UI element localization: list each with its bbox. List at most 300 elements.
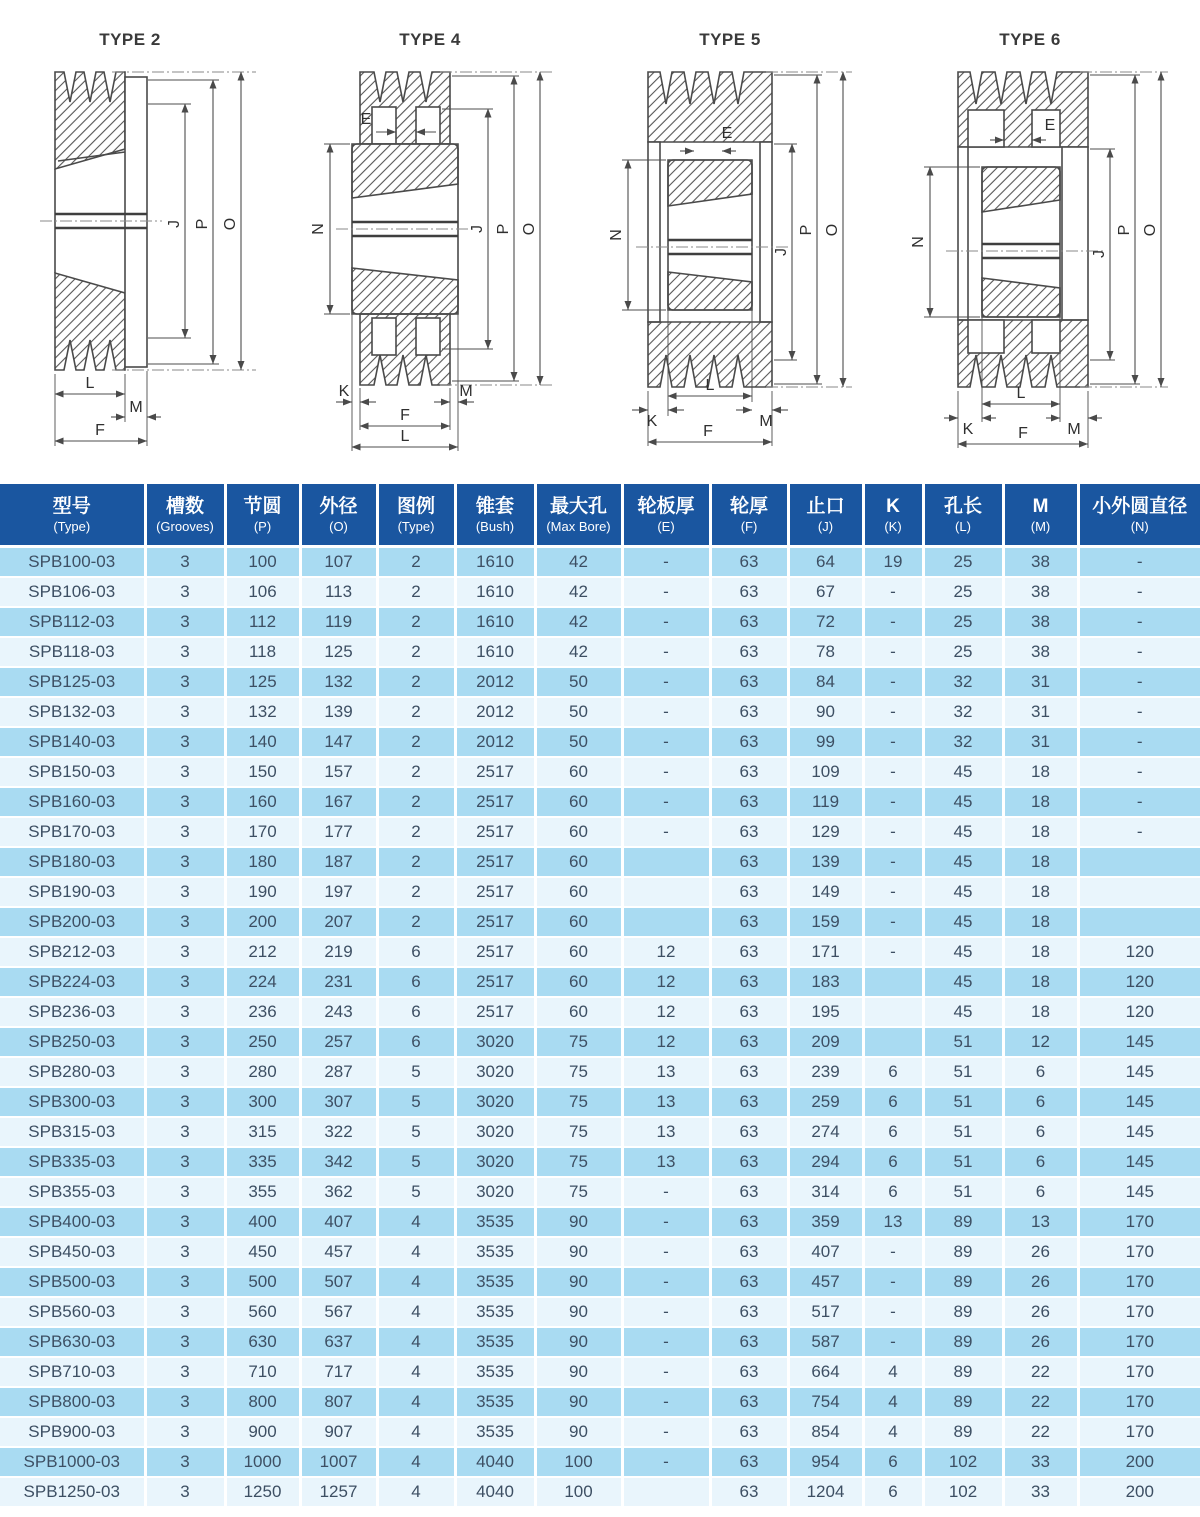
table-cell: 125 [225, 667, 300, 697]
table-cell: 2012 [455, 667, 535, 697]
table-cell: 3 [145, 967, 225, 997]
table-cell: 170 [1078, 1207, 1200, 1237]
model-cell: SPB170-03 [0, 817, 145, 847]
table-cell: 145 [1078, 1117, 1200, 1147]
table-cell: 120 [1078, 967, 1200, 997]
table-cell: 450 [225, 1237, 300, 1267]
table-cell: 6 [1003, 1057, 1078, 1087]
model-cell: SPB315-03 [0, 1117, 145, 1147]
table-cell: - [1078, 607, 1200, 637]
table-cell: - [863, 1327, 923, 1357]
dim-label-o: O [521, 222, 538, 236]
table-cell: 200 [1078, 1477, 1200, 1507]
model-cell: SPB180-03 [0, 847, 145, 877]
table-cell: 38 [1003, 637, 1078, 667]
table-cell: 3020 [455, 1177, 535, 1207]
table-cell: 407 [300, 1207, 377, 1237]
table-row [0, 1087, 1200, 1117]
table-cell: 1000 [225, 1447, 300, 1477]
dim-label-f: F [95, 422, 105, 439]
table-cell: 3 [145, 787, 225, 817]
table-cell: 4 [377, 1417, 455, 1447]
dim-label-n: N [310, 223, 327, 235]
table-cell: 63 [710, 727, 788, 757]
table-cell: - [622, 1177, 710, 1207]
table-cell: 25 [923, 607, 1003, 637]
table-row [0, 757, 1200, 787]
table-cell: 75 [535, 1057, 622, 1087]
table-cell: 2 [377, 577, 455, 607]
table-cell: 13 [622, 1057, 710, 1087]
table-row [0, 817, 1200, 847]
table-cell: 3 [145, 1087, 225, 1117]
table-cell: 6 [1003, 1177, 1078, 1207]
table-cell: 3 [145, 1207, 225, 1237]
table-cell: 63 [710, 877, 788, 907]
table-cell: 12 [622, 1027, 710, 1057]
table-cell: 33 [1003, 1447, 1078, 1477]
model-cell: SPB140-03 [0, 727, 145, 757]
table-cell: 362 [300, 1177, 377, 1207]
table-cell: 22 [1003, 1417, 1078, 1447]
table-cell: 170 [1078, 1267, 1200, 1297]
model-cell: SPB118-03 [0, 637, 145, 667]
table-cell: 60 [535, 967, 622, 997]
model-cell: SPB150-03 [0, 757, 145, 787]
diagram-type-4 [300, 0, 600, 460]
dim-label-f: F [400, 407, 410, 424]
model-cell: SPB335-03 [0, 1147, 145, 1177]
table-cell: 119 [300, 607, 377, 637]
table-cell: 3 [145, 1357, 225, 1387]
table-row [0, 1147, 1200, 1177]
table-cell: 12 [622, 997, 710, 1027]
table-cell: 3020 [455, 1087, 535, 1117]
table-cell: 13 [622, 1117, 710, 1147]
table-cell: 4 [377, 1297, 455, 1327]
table-cell: 51 [923, 1177, 1003, 1207]
table-cell: 3 [145, 907, 225, 937]
table-cell: 78 [788, 637, 863, 667]
column-header: 孔长 (L) [923, 484, 1003, 547]
diagram-title: TYPE 2 [99, 30, 161, 49]
table-row [0, 667, 1200, 697]
dim-label-j: J [469, 225, 486, 233]
table-cell: 63 [710, 1297, 788, 1327]
table-cell: 754 [788, 1387, 863, 1417]
table-cell: 60 [535, 757, 622, 787]
table-cell: 90 [535, 1297, 622, 1327]
table-cell: 3020 [455, 1147, 535, 1177]
table-cell: 51 [923, 1087, 1003, 1117]
table-cell: 26 [1003, 1327, 1078, 1357]
table-cell: 3 [145, 1447, 225, 1477]
table-cell: 457 [300, 1237, 377, 1267]
table-cell: 45 [923, 817, 1003, 847]
table-cell: 3 [145, 577, 225, 607]
table-cell: - [622, 547, 710, 578]
dim-label-n: N [608, 229, 625, 241]
table-cell: 2 [377, 607, 455, 637]
table-cell: 274 [788, 1117, 863, 1147]
table-cell: 1610 [455, 637, 535, 667]
table-cell: 63 [710, 937, 788, 967]
table-cell: 407 [788, 1237, 863, 1267]
table-cell: - [863, 757, 923, 787]
table-cell: - [863, 607, 923, 637]
table-row [0, 1237, 1200, 1267]
column-header: 小外圆直径 (N) [1078, 484, 1200, 547]
pulley-cross-section [648, 72, 772, 387]
table-cell: - [863, 877, 923, 907]
table-cell: 42 [535, 607, 622, 637]
table-cell: 60 [535, 817, 622, 847]
table-cell: 63 [710, 1117, 788, 1147]
dim-label-l: L [85, 375, 95, 392]
table-cell: - [863, 847, 923, 877]
table-cell: 177 [300, 817, 377, 847]
table-row [0, 967, 1200, 997]
model-cell: SPB280-03 [0, 1057, 145, 1087]
table-cell: - [1078, 727, 1200, 757]
table-cell [1078, 907, 1200, 937]
table-cell: 157 [300, 757, 377, 787]
table-cell [622, 877, 710, 907]
table-cell: 38 [1003, 577, 1078, 607]
table-cell: 89 [923, 1237, 1003, 1267]
table-cell: 3 [145, 547, 225, 578]
table-row [0, 577, 1200, 607]
table-cell: 2517 [455, 847, 535, 877]
table-cell: 3 [145, 937, 225, 967]
table-cell: - [1078, 667, 1200, 697]
table-cell: 32 [923, 727, 1003, 757]
table-cell: 2517 [455, 937, 535, 967]
table-cell: 145 [1078, 1027, 1200, 1057]
column-header: M (M) [1003, 484, 1078, 547]
dim-label-m: M [129, 399, 143, 416]
table-cell: 3 [145, 1117, 225, 1147]
model-cell: SPB400-03 [0, 1207, 145, 1237]
table-cell: 3 [145, 637, 225, 667]
table-cell: 257 [300, 1027, 377, 1057]
table-row [0, 1117, 1200, 1147]
table-cell: 4 [863, 1417, 923, 1447]
table-cell: 187 [300, 847, 377, 877]
dim-label-m: M [759, 413, 773, 430]
table-cell: 3 [145, 1477, 225, 1507]
table-cell: 145 [1078, 1057, 1200, 1087]
table-row [0, 727, 1200, 757]
table-cell: 4 [377, 1477, 455, 1507]
table-cell: 60 [535, 787, 622, 817]
table-cell: 2 [377, 787, 455, 817]
table-cell: 3 [145, 667, 225, 697]
table-cell: 63 [710, 577, 788, 607]
table-cell: 3535 [455, 1267, 535, 1297]
table-cell: 1250 [225, 1477, 300, 1507]
table-cell: 63 [710, 1207, 788, 1237]
table-cell: 3535 [455, 1237, 535, 1267]
table-cell: 954 [788, 1447, 863, 1477]
model-cell: SPB450-03 [0, 1237, 145, 1267]
table-cell: 1204 [788, 1477, 863, 1507]
table-cell: 50 [535, 727, 622, 757]
table-cell: 4 [377, 1207, 455, 1237]
table-cell: 2012 [455, 697, 535, 727]
table-cell: 63 [710, 637, 788, 667]
pulley-cross-section [958, 72, 1088, 387]
table-cell: 400 [225, 1207, 300, 1237]
table-cell: 60 [535, 997, 622, 1027]
table-row [0, 1027, 1200, 1057]
table-cell: 6 [1003, 1147, 1078, 1177]
table-cell: 507 [300, 1267, 377, 1297]
table-cell: 63 [710, 787, 788, 817]
table-cell: 51 [923, 1117, 1003, 1147]
table-cell: 717 [300, 1357, 377, 1387]
table-cell: 90 [535, 1237, 622, 1267]
table-row [0, 1357, 1200, 1387]
table-cell: 807 [300, 1387, 377, 1417]
table-cell: 3 [145, 877, 225, 907]
table-cell: 63 [710, 1357, 788, 1387]
table-cell: 4 [377, 1447, 455, 1477]
table-cell: - [863, 1237, 923, 1267]
table-cell: 132 [300, 667, 377, 697]
table-cell: 22 [1003, 1387, 1078, 1417]
table-cell: 5 [377, 1117, 455, 1147]
dim-label-m: M [459, 383, 473, 400]
table-cell: 322 [300, 1117, 377, 1147]
table-cell: - [622, 1447, 710, 1477]
table-cell: 900 [225, 1417, 300, 1447]
table-cell: 355 [225, 1177, 300, 1207]
table-cell: 89 [923, 1297, 1003, 1327]
table-cell: 287 [300, 1057, 377, 1087]
table-cell: 90 [535, 1207, 622, 1237]
table-cell: 129 [788, 817, 863, 847]
table-row [0, 787, 1200, 817]
table-cell: - [622, 607, 710, 637]
table-cell: 3535 [455, 1357, 535, 1387]
table-cell: 45 [923, 757, 1003, 787]
table-cell: 212 [225, 937, 300, 967]
table-cell: - [622, 817, 710, 847]
table-cell: 18 [1003, 937, 1078, 967]
table-cell: 50 [535, 697, 622, 727]
table-cell: 1257 [300, 1477, 377, 1507]
table-cell: 307 [300, 1087, 377, 1117]
table-cell: 75 [535, 1027, 622, 1057]
table-cell: 63 [710, 1237, 788, 1267]
dim-label-e: E [721, 125, 733, 142]
table-cell: 170 [1078, 1417, 1200, 1447]
table-cell: 3535 [455, 1387, 535, 1417]
table-cell: 236 [225, 997, 300, 1027]
table-cell: 3020 [455, 1117, 535, 1147]
table-cell: 4040 [455, 1477, 535, 1507]
table-cell: - [622, 697, 710, 727]
table-cell: 3 [145, 1147, 225, 1177]
table-cell: 125 [300, 637, 377, 667]
table-cell: 160 [225, 787, 300, 817]
table-row [0, 1327, 1200, 1357]
table-cell: 2 [377, 637, 455, 667]
table-cell: 102 [923, 1447, 1003, 1477]
pulley-drawing-type-2 [0, 52, 300, 452]
diagram-title: TYPE 4 [399, 30, 461, 49]
column-header: 槽数 (Grooves) [145, 484, 225, 547]
table-cell: 32 [923, 667, 1003, 697]
dim-label-k: K [962, 421, 974, 438]
table-cell: 2517 [455, 907, 535, 937]
table-cell: 113 [300, 577, 377, 607]
table-cell [1078, 877, 1200, 907]
table-cell: - [622, 1297, 710, 1327]
table-cell: 3 [145, 1027, 225, 1057]
table-cell: 45 [923, 937, 1003, 967]
table-cell: - [622, 1357, 710, 1387]
table-cell: 51 [923, 1147, 1003, 1177]
table-cell: 171 [788, 937, 863, 967]
table-row [0, 1177, 1200, 1207]
table-cell [863, 967, 923, 997]
table-cell: 5 [377, 1087, 455, 1117]
table-cell: 4 [377, 1387, 455, 1417]
model-cell: SPB560-03 [0, 1297, 145, 1327]
header-row [0, 484, 1200, 547]
table-cell: 19 [863, 547, 923, 578]
table-cell: 145 [1078, 1177, 1200, 1207]
table-cell: 22 [1003, 1357, 1078, 1387]
table-cell: 18 [1003, 967, 1078, 997]
table-cell: 102 [923, 1477, 1003, 1507]
table-cell: 195 [788, 997, 863, 1027]
table-row [0, 937, 1200, 967]
table-cell: 60 [535, 847, 622, 877]
column-header: 最大孔 (Max Bore) [535, 484, 622, 547]
table-row [0, 847, 1200, 877]
table-cell: 294 [788, 1147, 863, 1177]
column-header: 节圆 (P) [225, 484, 300, 547]
table-cell [622, 1477, 710, 1507]
table-cell: 64 [788, 547, 863, 578]
table-cell: 107 [300, 547, 377, 578]
table-cell: 314 [788, 1177, 863, 1207]
table-cell: 63 [710, 757, 788, 787]
table-cell: 63 [710, 1417, 788, 1447]
table-cell: - [622, 1267, 710, 1297]
table-cell: 183 [788, 967, 863, 997]
table-row [0, 637, 1200, 667]
table-cell: 5 [377, 1147, 455, 1177]
table-cell: 3 [145, 1387, 225, 1417]
model-cell: SPB100-03 [0, 547, 145, 578]
table-cell: 119 [788, 787, 863, 817]
table-cell: 3535 [455, 1327, 535, 1357]
table-cell: 231 [300, 967, 377, 997]
table-cell: 99 [788, 727, 863, 757]
table-cell: 3 [145, 1237, 225, 1267]
table-cell: 170 [1078, 1327, 1200, 1357]
table-row [0, 997, 1200, 1027]
table-cell: 12 [622, 967, 710, 997]
table-cell: 2 [377, 847, 455, 877]
table-cell: - [622, 577, 710, 607]
table-cell: 342 [300, 1147, 377, 1177]
table-cell: 60 [535, 877, 622, 907]
table-cell: 6 [863, 1477, 923, 1507]
table-cell: 2 [377, 697, 455, 727]
dim-label-e: E [1044, 117, 1056, 134]
table-cell: 63 [710, 1027, 788, 1057]
table-cell: 149 [788, 877, 863, 907]
table-row [0, 1387, 1200, 1417]
table-cell: 335 [225, 1147, 300, 1177]
table-cell: 170 [1078, 1237, 1200, 1267]
table-cell: 170 [1078, 1357, 1200, 1387]
table-cell: 147 [300, 727, 377, 757]
table-cell: 18 [1003, 787, 1078, 817]
table-cell: 63 [710, 1267, 788, 1297]
table-cell: 3 [145, 847, 225, 877]
dim-label-j: J [166, 220, 183, 228]
table-cell: 159 [788, 907, 863, 937]
table-cell: 63 [710, 607, 788, 637]
table-cell: 6 [1003, 1087, 1078, 1117]
table-cell: 25 [923, 547, 1003, 578]
dim-label-m: M [1067, 421, 1081, 438]
dim-label-o: O [1142, 223, 1159, 237]
table-cell: 4 [377, 1237, 455, 1267]
table-row [0, 1297, 1200, 1327]
table-cell: 63 [710, 817, 788, 847]
table-cell: 2517 [455, 817, 535, 847]
table-cell: 250 [225, 1027, 300, 1057]
table-cell: 3 [145, 1177, 225, 1207]
table-cell: 854 [788, 1417, 863, 1447]
dim-label-o: O [222, 217, 239, 231]
table-cell: 45 [923, 967, 1003, 997]
table-cell: 63 [710, 1477, 788, 1507]
table-cell: 207 [300, 907, 377, 937]
table-row [0, 1477, 1200, 1507]
table-cell: 100 [225, 547, 300, 578]
dim-label-p: P [194, 218, 211, 230]
table-cell: 2517 [455, 787, 535, 817]
table-cell: 89 [923, 1207, 1003, 1237]
pulley-drawing-type-5 [600, 52, 900, 452]
table-cell: 25 [923, 637, 1003, 667]
table-cell: 145 [1078, 1087, 1200, 1117]
model-cell: SPB132-03 [0, 697, 145, 727]
table-cell: 3 [145, 607, 225, 637]
table-cell: - [622, 667, 710, 697]
table-cell: 84 [788, 667, 863, 697]
table-cell: 26 [1003, 1297, 1078, 1327]
table-cell: - [622, 1417, 710, 1447]
table-cell: 51 [923, 1027, 1003, 1057]
table-cell: 132 [225, 697, 300, 727]
column-header: 轮板厚 (E) [622, 484, 710, 547]
table-cell: 1610 [455, 577, 535, 607]
table-cell: 637 [300, 1327, 377, 1357]
table-cell: 26 [1003, 1267, 1078, 1297]
dim-label-k: K [646, 413, 658, 430]
column-header: K (K) [863, 484, 923, 547]
table-cell: 2 [377, 817, 455, 847]
